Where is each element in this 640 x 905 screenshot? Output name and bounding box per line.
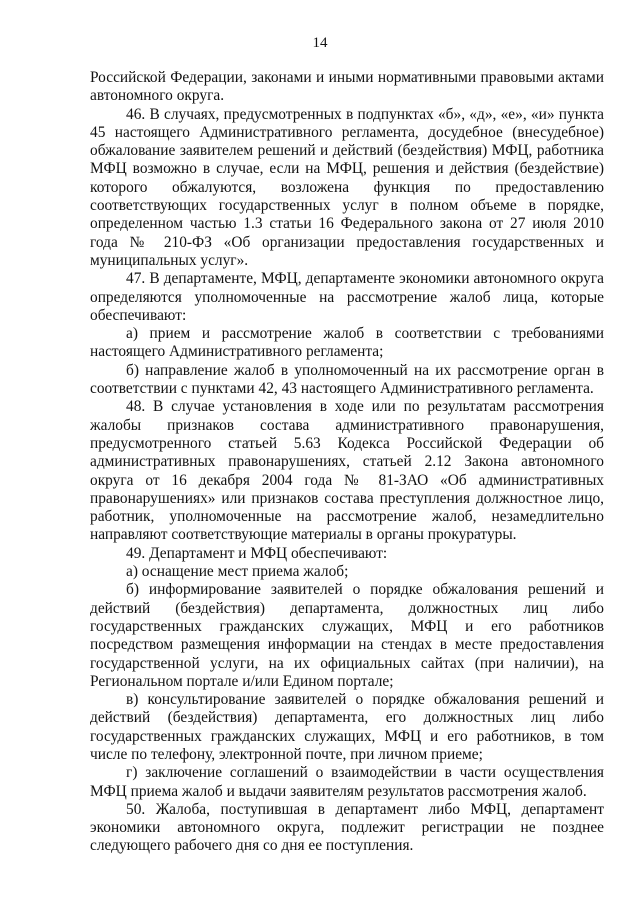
paragraph-continuation: Российской Федерации, законами и иными нормативными правовыми актами автономного округа. [90, 69, 604, 105]
paragraph-48: 48. В случае установления в ходе или по результатам рассмотрения жалобы признаков состава административного правонарушения, предусмотренного статьей 5.63 Кодекса Российской Федерации об административных правонарушениях, статьей 2.12 Закона автономного округа от 16 декабря 2004 года № 81-ЗАО «Об административных правонарушениях» или признаков состава преступления должностное лицо, работник, уполномоченные на рассмотрение жалоб, незамедлительно направляют соответствующие материалы в органы прокуратуры. [90, 398, 604, 544]
paragraph-47b: б) направление жалоб в уполномоченный на их рассмотрение орган в соответствии с пунктами 42, 43 настоящего Административного регламента. [90, 361, 604, 398]
paragraph-46: 46. В случаях, предусмотренных в подпунктах «б», «д», «е», «и» пункта 45 настоящего Административного регламента, досудебное (внесудебное) обжалование заявителем решений и действий (бездействия) МФЦ, работника МФЦ возможно в случае, если на МФЦ, решения и действия (бездействие) которого обжалуются, возложена функция по предоставлению соответствующих государственных услуг в полном объеме в порядке, определенном частью 1.3 статьи 16 Федерального закона от 27 июля 2010 года № 210-ФЗ «Об организации предоставления государственных и муниципальных услуг». [90, 105, 604, 269]
paragraph-47: 47. В департаменте, МФЦ, департаменте экономики автономного округа определяются уполномоченные на рассмотрение жалоб лица, которые обеспечивают: [90, 270, 604, 324]
page-number: 14 [312, 35, 328, 51]
paragraph-50: 50. Жалоба, поступившая в департамент либо МФЦ, департамент экономики автономного округа, подлежит регистрации не позднее следующего рабочего дня со дня ее поступления. [90, 800, 604, 855]
paragraph-47a: а) прием и рассмотрение жалоб в соответствии с требованиями настоящего Административного регламента; [90, 325, 604, 361]
paragraph-49b: б) информирование заявителей о порядке обжалования решений и действий (бездействия) департамента, должностных лиц либо государственных гражданских служащих, МФЦ и его работников посредством размещения информации на стендах в месте предоставления государственной услуги, на их официальных сайтах (при наличии), на Региональном портале и/или Едином портале; [90, 581, 604, 690]
paragraph-49c: в) консультирование заявителей о порядке обжалования решений и действий (бездействия) департамента, его должностных лиц либо государственных гражданских служащих, МФЦ и его работников, в том числе по телефону, электронной почте, при личном приеме; [90, 691, 604, 763]
document-body [90, 69, 604, 856]
paragraph-49a: а) оснащение мест приема жалоб; [126, 563, 349, 581]
paragraph-49d: г) заключение соглашений о взаимодействии в части осуществления МФЦ приема жалоб и выдачи заявителям результатов рассмотрения жалоб. [90, 764, 604, 800]
paragraph-49: 49. Департамент и МФЦ обеспечивают: [126, 544, 388, 562]
